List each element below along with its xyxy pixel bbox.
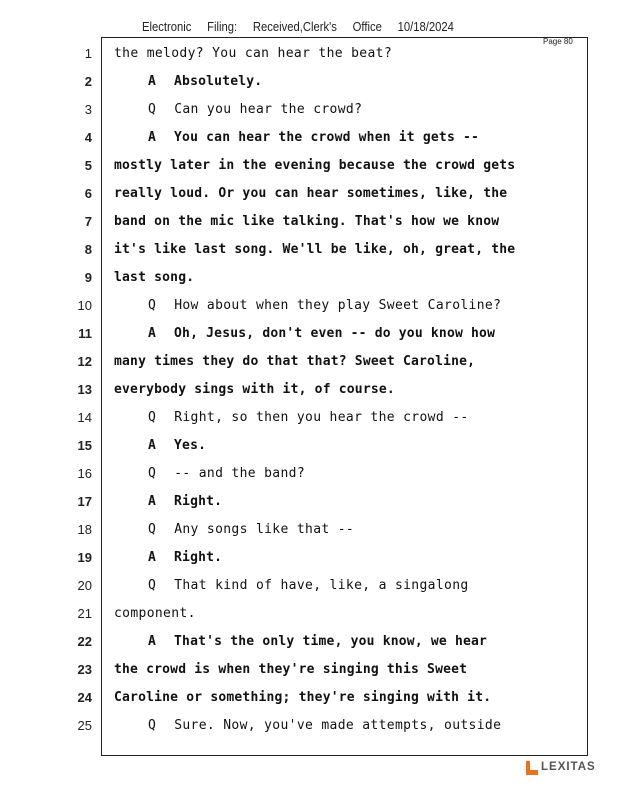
speaker-label: A	[148, 438, 157, 453]
speech-text: Any songs like that --	[174, 522, 355, 537]
line-text: last song.	[114, 270, 195, 285]
line-number: 4	[84, 130, 92, 145]
lexitas-logo-text: LEXITAS	[541, 761, 596, 773]
line-text	[148, 436, 206, 456]
speech-text: Can you hear the crowd?	[174, 102, 363, 117]
line-text: many times they do that that? Sweet Caroline,	[114, 354, 476, 369]
speaker-label: Q	[148, 466, 157, 481]
line-text	[148, 464, 305, 484]
speech-text: How about when they play Sweet Caroline?	[174, 298, 502, 313]
line-text	[148, 128, 479, 148]
lexitas-logo	[524, 758, 596, 776]
line-number: 1	[84, 46, 92, 61]
line-number: 8	[84, 242, 92, 257]
line-text	[148, 520, 354, 540]
speech-text: Oh, Jesus, don't even -- do you know how	[174, 326, 496, 341]
header-electronic: Electronic	[142, 20, 192, 34]
header-office: Office	[352, 20, 382, 34]
line-number: 15	[77, 438, 92, 453]
line-text: everybody sings with it, of course.	[114, 382, 395, 397]
speaker-label: Q	[148, 410, 157, 425]
speaker-label: A	[148, 550, 157, 565]
header-received: Received,Clerk's	[252, 20, 337, 34]
speech-text: You can hear the crowd when it gets --	[174, 130, 480, 145]
header-date: 10/18/2024	[397, 20, 454, 34]
speech-text: Right, so then you hear the crowd --	[174, 410, 469, 425]
speaker-label: Q	[148, 522, 157, 537]
line-number: 21	[77, 606, 92, 621]
line-text: mostly later in the evening because the crowd gets	[114, 158, 516, 173]
speech-text: That's the only time, you know, we hear	[174, 634, 488, 649]
speech-text: Sure. Now, you've made attempts, outside	[174, 718, 502, 733]
line-text: the crowd is when they're singing this Sweet	[114, 662, 468, 677]
line-text	[148, 296, 501, 316]
line-number: 22	[77, 634, 92, 649]
line-number: 3	[84, 102, 92, 117]
line-text: it's like last song. We'll be like, oh, great, the	[114, 242, 516, 257]
line-text	[148, 548, 222, 568]
speaker-label: A	[148, 130, 157, 145]
line-text	[148, 324, 495, 344]
line-number: 16	[77, 466, 92, 481]
speaker-label: A	[148, 326, 157, 341]
speaker-label: A	[148, 74, 157, 89]
line-number: 11	[78, 326, 92, 341]
line-text: Caroline or something; they're singing with it.	[114, 690, 492, 705]
speaker-label: A	[148, 494, 157, 509]
line-text	[148, 100, 362, 120]
lexitas-logo-icon	[524, 759, 540, 775]
line-number: 18	[77, 522, 92, 537]
line-number: 5	[84, 158, 92, 173]
line-text: band on the mic like talking. That's how we know	[114, 214, 500, 229]
speech-text: -- and the band?	[174, 466, 306, 481]
line-number: 9	[84, 270, 92, 285]
line-text: really loud. Or you can hear sometimes, like, the	[114, 186, 508, 201]
speaker-label: Q	[148, 718, 157, 733]
line-number: 17	[77, 494, 92, 509]
line-number: 20	[77, 578, 92, 593]
line-number: 6	[84, 186, 92, 201]
line-text	[148, 716, 501, 736]
speech-text: Yes.	[174, 438, 207, 453]
line-number: 7	[84, 214, 92, 229]
speaker-label: Q	[148, 578, 157, 593]
line-text	[148, 492, 222, 512]
line-number: 10	[77, 298, 92, 313]
header-filing: Filing:	[207, 20, 238, 34]
speaker-label: Q	[148, 102, 157, 117]
line-text	[148, 408, 469, 428]
page-number: Page 80	[543, 37, 573, 46]
speech-text: Right.	[174, 550, 223, 565]
line-text	[148, 576, 469, 596]
line-number: 13	[77, 382, 92, 397]
line-number: 25	[77, 718, 92, 733]
line-number: 12	[77, 354, 92, 369]
line-text: component.	[114, 606, 196, 621]
line-text	[148, 632, 487, 652]
line-number: 14	[77, 410, 92, 425]
line-number: 2	[84, 74, 92, 89]
line-number: 24	[77, 690, 92, 705]
speech-text: Right.	[174, 494, 223, 509]
speaker-label: Q	[148, 298, 157, 313]
speaker-label: A	[148, 634, 157, 649]
speech-text: Absolutely.	[174, 74, 263, 89]
line-number: 23	[77, 662, 92, 677]
line-text: the melody? You can hear the beat?	[114, 46, 393, 61]
filing-header	[142, 20, 466, 34]
line-text	[148, 72, 262, 92]
speech-text: That kind of have, like, a singalong	[174, 578, 469, 593]
line-number: 19	[77, 550, 92, 565]
